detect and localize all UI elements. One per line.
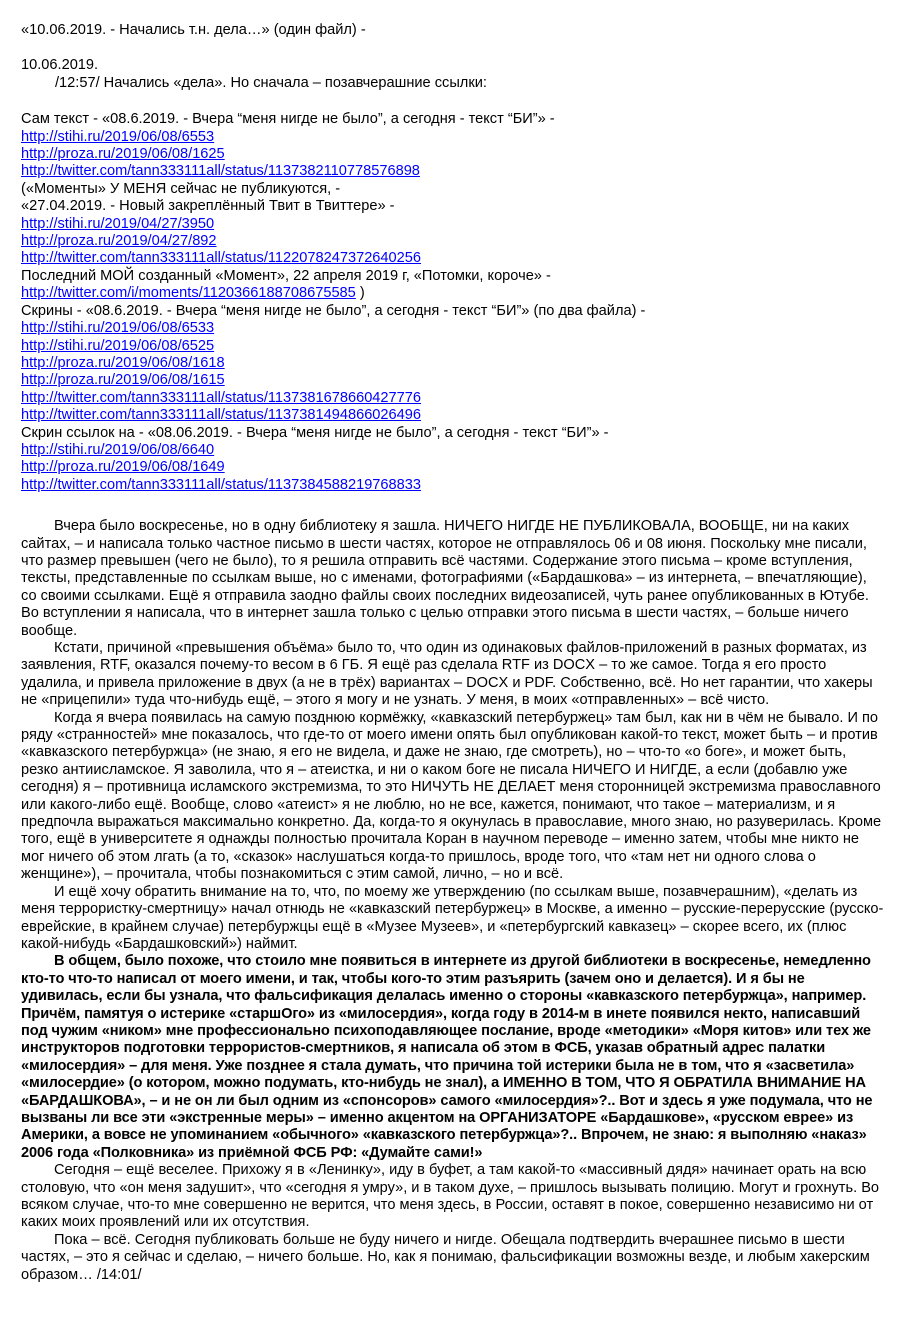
reference-caption: Последний МОЙ созданный «Момент», 22 апреля 2019 г, «Потомки, короче» - bbox=[21, 267, 551, 284]
reference-link[interactable]: http://proza.ru/2019/06/08/1618 bbox=[21, 354, 225, 371]
reference-link[interactable]: http://stihi.ru/2019/06/08/6525 bbox=[21, 337, 215, 354]
reference-line bbox=[21, 372, 886, 389]
body-paragraph: И ещё хочу обратить внимание на то, что, по моему же утверждению (по ссылкам выше, позавчерашним), «делать из меня террористку-смертницу» начал отнюдь не «кавказский петербуржец» в Москве, а именно – русские-перерусские (русско-еврейские, в крайнем случае) петербуржцы ещё в «Музее Музеев», и «петербургский кавказец» – скорее всего, их (плюс какой-нибудь «Бардашковский») наймит. bbox=[21, 883, 884, 952]
reference-line bbox=[21, 250, 886, 267]
reference-line bbox=[21, 285, 886, 302]
entry-intro: /12:57/ Начались «дела». Но сначала – позавчерашние ссылки: bbox=[55, 74, 487, 91]
reference-link[interactable]: http://stihi.ru/2019/04/27/3950 bbox=[21, 215, 215, 232]
body-paragraph: Пока – всё. Сегодня публиковать больше не буду ничего и нигде. Обещала подтвердить вчерашнее письмо в шести частях, – это я сейчас и сделаю, – ничего больше. Но, как я понимаю, фальсификации возможны везде, и любым хакерским образом… /14:01/ bbox=[21, 1231, 870, 1283]
body-paragraph: Кстати, причиной «превышения объёма» было то, что один из одинаковых файлов-приложений в разных форматах, из заявления, RTF, оказался почему-то весом в 6 ГБ. Я ещё раз сделала RTF из DOCX – то же самое. Тогда я его просто удалила, и привела приложение в двух (а не в трёх) вариантах – DOCX и PDF. Собственно, всё. Но нет гарантии, что хакеры не «прицепили» туда что-нибудь ещё, – этого я могу и не узнать. У меня, в моих «отправленных» – всё чисто. bbox=[21, 640, 873, 709]
body-text bbox=[21, 518, 886, 1284]
reference-link[interactable]: http://twitter.com/tann333111all/status/1137381494866026496 bbox=[21, 407, 422, 424]
reference-list bbox=[21, 111, 886, 494]
reference-line bbox=[21, 216, 886, 233]
reference-line bbox=[21, 477, 886, 494]
reference-link[interactable]: http://proza.ru/2019/06/08/1615 bbox=[21, 372, 225, 389]
body-paragraph: Вчера было воскресенье, но в одну библиотеку я зашла. НИЧЕГО НИГДЕ НЕ ПУБЛИКОВАЛА, ВООБЩЕ, ни на каких сайтах, – и написала только частное письмо в шести частях, которое не отправлялось 06 и 08 июня. Поскольку мне писали, что размер превышен (чего не было), то я решила отправить всё частями. Содержание этого письма – кроме вступления, тексты, представленные по ссылкам выше, но с именами, фотографиями («Бардашкова» – из интернета, – впечатляющие), со своими ссылками. Ещё я отправила заодно файлы своих последних видеозаписей, чуть ранее опубликованных в Ютубе. Во вступлении я написала, что в интернет зашла только с целью отправки этого письма в шести частях, – больше ничего вообще. bbox=[21, 518, 869, 639]
reference-link[interactable]: http://proza.ru/2019/06/08/1625 bbox=[21, 146, 225, 163]
reference-line bbox=[21, 129, 886, 146]
reference-line bbox=[21, 442, 886, 459]
body-paragraph: Когда я вчера появилась на самую позднюю кормёжку, «кавказский петербуржец» там был, как ни в чём не бывало. И по ряду «странностей» мне показалось, что где-то от моего имени опять был опубликован какой-то текст, может быть – и против «кавказского петербуржца» (не знаю, я его не видела, и даже не знаю, где смотреть), но – что-то «о боге», и может быть, резко антиисламское. Я заволила, что я – атеистка, и ни о каком боге не писала НИЧЕГО И НИГДЕ, а если (добавлю уже сегодня) я – противница исламского экстремизма, то это НИЧУТЬ НЕ ДЕЛАЕТ меня сторонницей экстремизма православного или какого-либо ещё. Вообще, слово «атеист» я не люблю, но не все, кажется, понимают, что такое – материализм, и я предпочла выражаться максимально конкретно. Да, когда-то я окунулась в православие, много знаю, но разуверилась. Кроме того, ещё в университете я однажды полностью прочитала Коран в научном переводе – именно затем, чтобы мне никто не мог ничего об этом лгать (а то, «сказок» наслушаться когда-то пришлось, вроде того, что «там нет ни одного слова о женщине»), – прочитала, чтобы познакомиться с этим самой, лично, – но и всё. bbox=[21, 709, 882, 883]
reference-link[interactable]: http://stihi.ru/2019/06/08/6553 bbox=[21, 128, 215, 145]
body-paragraph: Сегодня – ещё веселее. Прихожу я в «Ленинку», иду в буфет, а там какой-то «массивный дядя» начинает орать на всю столовую, что «он меня задушит», что «сегодня я умру», и в таком духе, – пришлось вызывать полицию. Могут и грохнуть. Во всяком случае, что-то мне совершенно не верится, что меня здесь, в России, оставят в покое, совершенно независимо ни от каких моих проявлений или их отсутствия. bbox=[21, 1162, 880, 1231]
reference-line bbox=[21, 355, 886, 372]
reference-suffix: ) bbox=[355, 285, 365, 302]
reference-caption: Сам текст - «08.6.2019. - Вчера “меня нигде не было”, а сегодня - текст “БИ”» - bbox=[21, 111, 555, 128]
reference-caption: «27.04.2019. - Новый закреплённый Твит в Твиттере» - bbox=[21, 198, 395, 215]
reference-line bbox=[21, 320, 886, 337]
entry-date: 10.06.2019. bbox=[21, 57, 99, 74]
reference-link[interactable]: http://stihi.ru/2019/06/08/6533 bbox=[21, 320, 215, 337]
reference-line bbox=[21, 459, 886, 476]
reference-link[interactable]: http://proza.ru/2019/06/08/1649 bbox=[21, 459, 225, 476]
reference-caption: Скрины - «08.6.2019. - Вчера “меня нигде не было”, а сегодня - текст “БИ”» (по два файла) - bbox=[21, 302, 646, 319]
reference-caption: Скрин ссылок на - «08.06.2019. - Вчера “меня нигде не было”, а сегодня - текст “БИ”» - bbox=[21, 424, 609, 441]
reference-link[interactable]: http://stihi.ru/2019/06/08/6640 bbox=[21, 441, 215, 458]
reference-link[interactable]: http://twitter.com/tann333111all/status/1137382110778576898 bbox=[21, 163, 420, 180]
reference-line bbox=[21, 163, 886, 180]
reference-line bbox=[21, 146, 886, 163]
reference-link[interactable]: http://twitter.com/tann333111all/status/1137384588219768833 bbox=[21, 476, 422, 493]
reference-line bbox=[21, 407, 886, 424]
reference-link[interactable]: http://twitter.com/tann333111all/status/1137381678660427776 bbox=[21, 389, 422, 406]
reference-line bbox=[21, 233, 886, 250]
body-paragraph: В общем, было похоже, что стоило мне появиться в интернете из другой библиотеки в воскресенье, немедленно кто-то что-то написал от моего имени, и так, чтобы кого-то этим разъярить (зачем оно и делается). И я бы не удивилась, если бы узнала, что фальсификация делалась именно о стороны «кавказского петербуржца», например. Причём, памятуя о истерике «старшОго» из «милосердия», когда году в 2014-м в инете появился некто, написавший под чужим «ником» мне профессионально психоподавляющее послание, вроде «методики» «Моря китов» или тех же инструкторов подготовки террористов-смертников, я написала об этом в ФСБ, указав обратный адрес палатки «милосердия» – для меня. Уже позднее я стала думать, что причина той истерики была не в том, что я «засветила» «милосердие» (о котором, можно подумать, кто-нибудь не знал), а ИМЕННО В ТОМ, ЧТО Я ОБРАТИЛА ВНИМАНИЕ НА «БАРДАШКОВА», – и не он ли был одним из «спонсоров» самого «милосердия»?.. Вот и здесь я уже подумала, что не вызваны ли все эти «экстренные меры» – именно акцентом на ОРГАНИЗАТОРЕ «Бардашкове», «русском еврее» из Америки, а вовсе не упоминанием «обычного» «кавказского петербуржца»?.. Впрочем, не знаю: я выполняю «наказ» 2006 года «Полковника» из приёмной ФСБ РФ: «Думайте сами!» bbox=[21, 953, 873, 1161]
reference-line bbox=[21, 338, 886, 355]
reference-link[interactable]: http://twitter.com/i/moments/1120366188708675585 bbox=[21, 285, 356, 302]
reference-link[interactable]: http://twitter.com/tann333111all/status/1122078247372640256 bbox=[21, 250, 422, 267]
reference-link[interactable]: http://proza.ru/2019/04/27/892 bbox=[21, 233, 217, 250]
reference-caption: («Моменты» У МЕНЯ сейчас не публикуются, - bbox=[21, 180, 341, 197]
document-title: «10.06.2019. - Начались т.н. дела…» (один файл) - bbox=[21, 22, 366, 38]
reference-line bbox=[21, 390, 886, 407]
